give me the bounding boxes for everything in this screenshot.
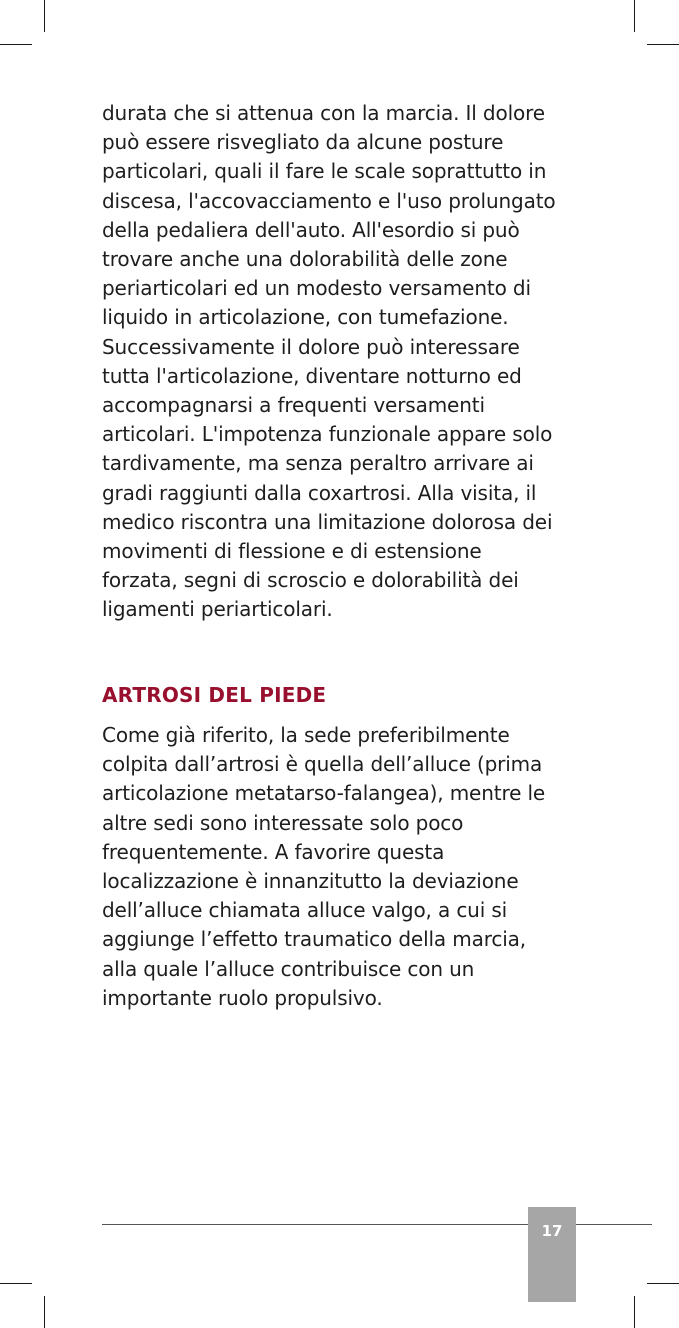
- text-line: Successivamente il dolore può interessare: [102, 334, 520, 359]
- crop-mark-top-right-vertical: [634, 0, 635, 32]
- text-line: frequentemente. A favorire questa: [102, 839, 445, 864]
- body-paragraph-1: [102, 99, 582, 625]
- section-heading: ARTROSI DEL PIEDE: [102, 683, 327, 707]
- page-number: 17: [541, 1222, 563, 1240]
- text-line: altre sedi sono interessate solo poco: [102, 810, 464, 835]
- text-line: articolari. L'impotenza funzionale appare solo: [102, 422, 553, 447]
- text-line: medico riscontra una limitazione dolorosa dei: [102, 509, 553, 534]
- text-line: particolari, quali il fare le scale soprattutto in: [102, 159, 547, 184]
- text-line: gradi raggiunti dalla coxartrosi. Alla visita, il: [102, 480, 537, 505]
- text-line: articolazione metatarso-falangea), mentre le: [102, 781, 546, 806]
- text-line: discesa, l'accovacciamento e l'uso prolungato: [102, 188, 556, 213]
- page-number-tab: [528, 1207, 576, 1302]
- text-line: aggiunge l’effetto traumatico della marcia,: [102, 927, 526, 952]
- text-line: periarticolari ed un modesto versamento di: [102, 276, 531, 301]
- crop-mark-top-left-vertical: [44, 0, 45, 32]
- text-line: colpita dall’artrosi è quella dell’alluce (prima: [102, 752, 543, 777]
- text-line: importante ruolo propulsivo.: [102, 985, 383, 1010]
- text-line: liquido in articolazione, con tumefazione.: [102, 305, 509, 330]
- text-line: dell’alluce chiamata alluce valgo, a cui si: [102, 898, 508, 923]
- crop-mark-bottom-right-vertical: [634, 1296, 635, 1328]
- text-line: accompagnarsi a frequenti versamenti: [102, 393, 485, 418]
- text-line: può essere risvegliato da alcune posture: [102, 130, 504, 155]
- crop-mark-bottom-left-horizontal: [0, 1283, 32, 1284]
- text-line: tardivamente, ma senza peraltro arrivare ai: [102, 451, 534, 476]
- crop-mark-bottom-left-vertical: [44, 1296, 45, 1328]
- text-line: forzata, segni di scroscio e dolorabilità dei: [102, 568, 519, 593]
- crop-mark-bottom-right-horizontal: [647, 1283, 679, 1284]
- crop-mark-top-right-horizontal: [647, 44, 679, 45]
- text-line: alla quale l’alluce contribuisce con un: [102, 956, 475, 981]
- text-line: Come già riferito, la sede preferibilmente: [102, 723, 510, 747]
- text-line: ligamenti periarticolari.: [102, 597, 333, 622]
- crop-mark-top-left-horizontal: [0, 44, 32, 45]
- text-line: localizzazione è innanzitutto la deviazione: [102, 869, 519, 894]
- text-line: tutta l'articolazione, diventare notturno ed: [102, 363, 522, 388]
- text-line: durata che si attenua con la marcia. Il dolore: [102, 101, 545, 125]
- text-line: movimenti di flessione e di estensione: [102, 539, 482, 564]
- text-line: trovare anche una dolorabilità delle zone: [102, 247, 508, 272]
- text-line: della pedaliera dell'auto. All'esordio si può: [102, 217, 520, 242]
- body-paragraph-2: [102, 721, 582, 1013]
